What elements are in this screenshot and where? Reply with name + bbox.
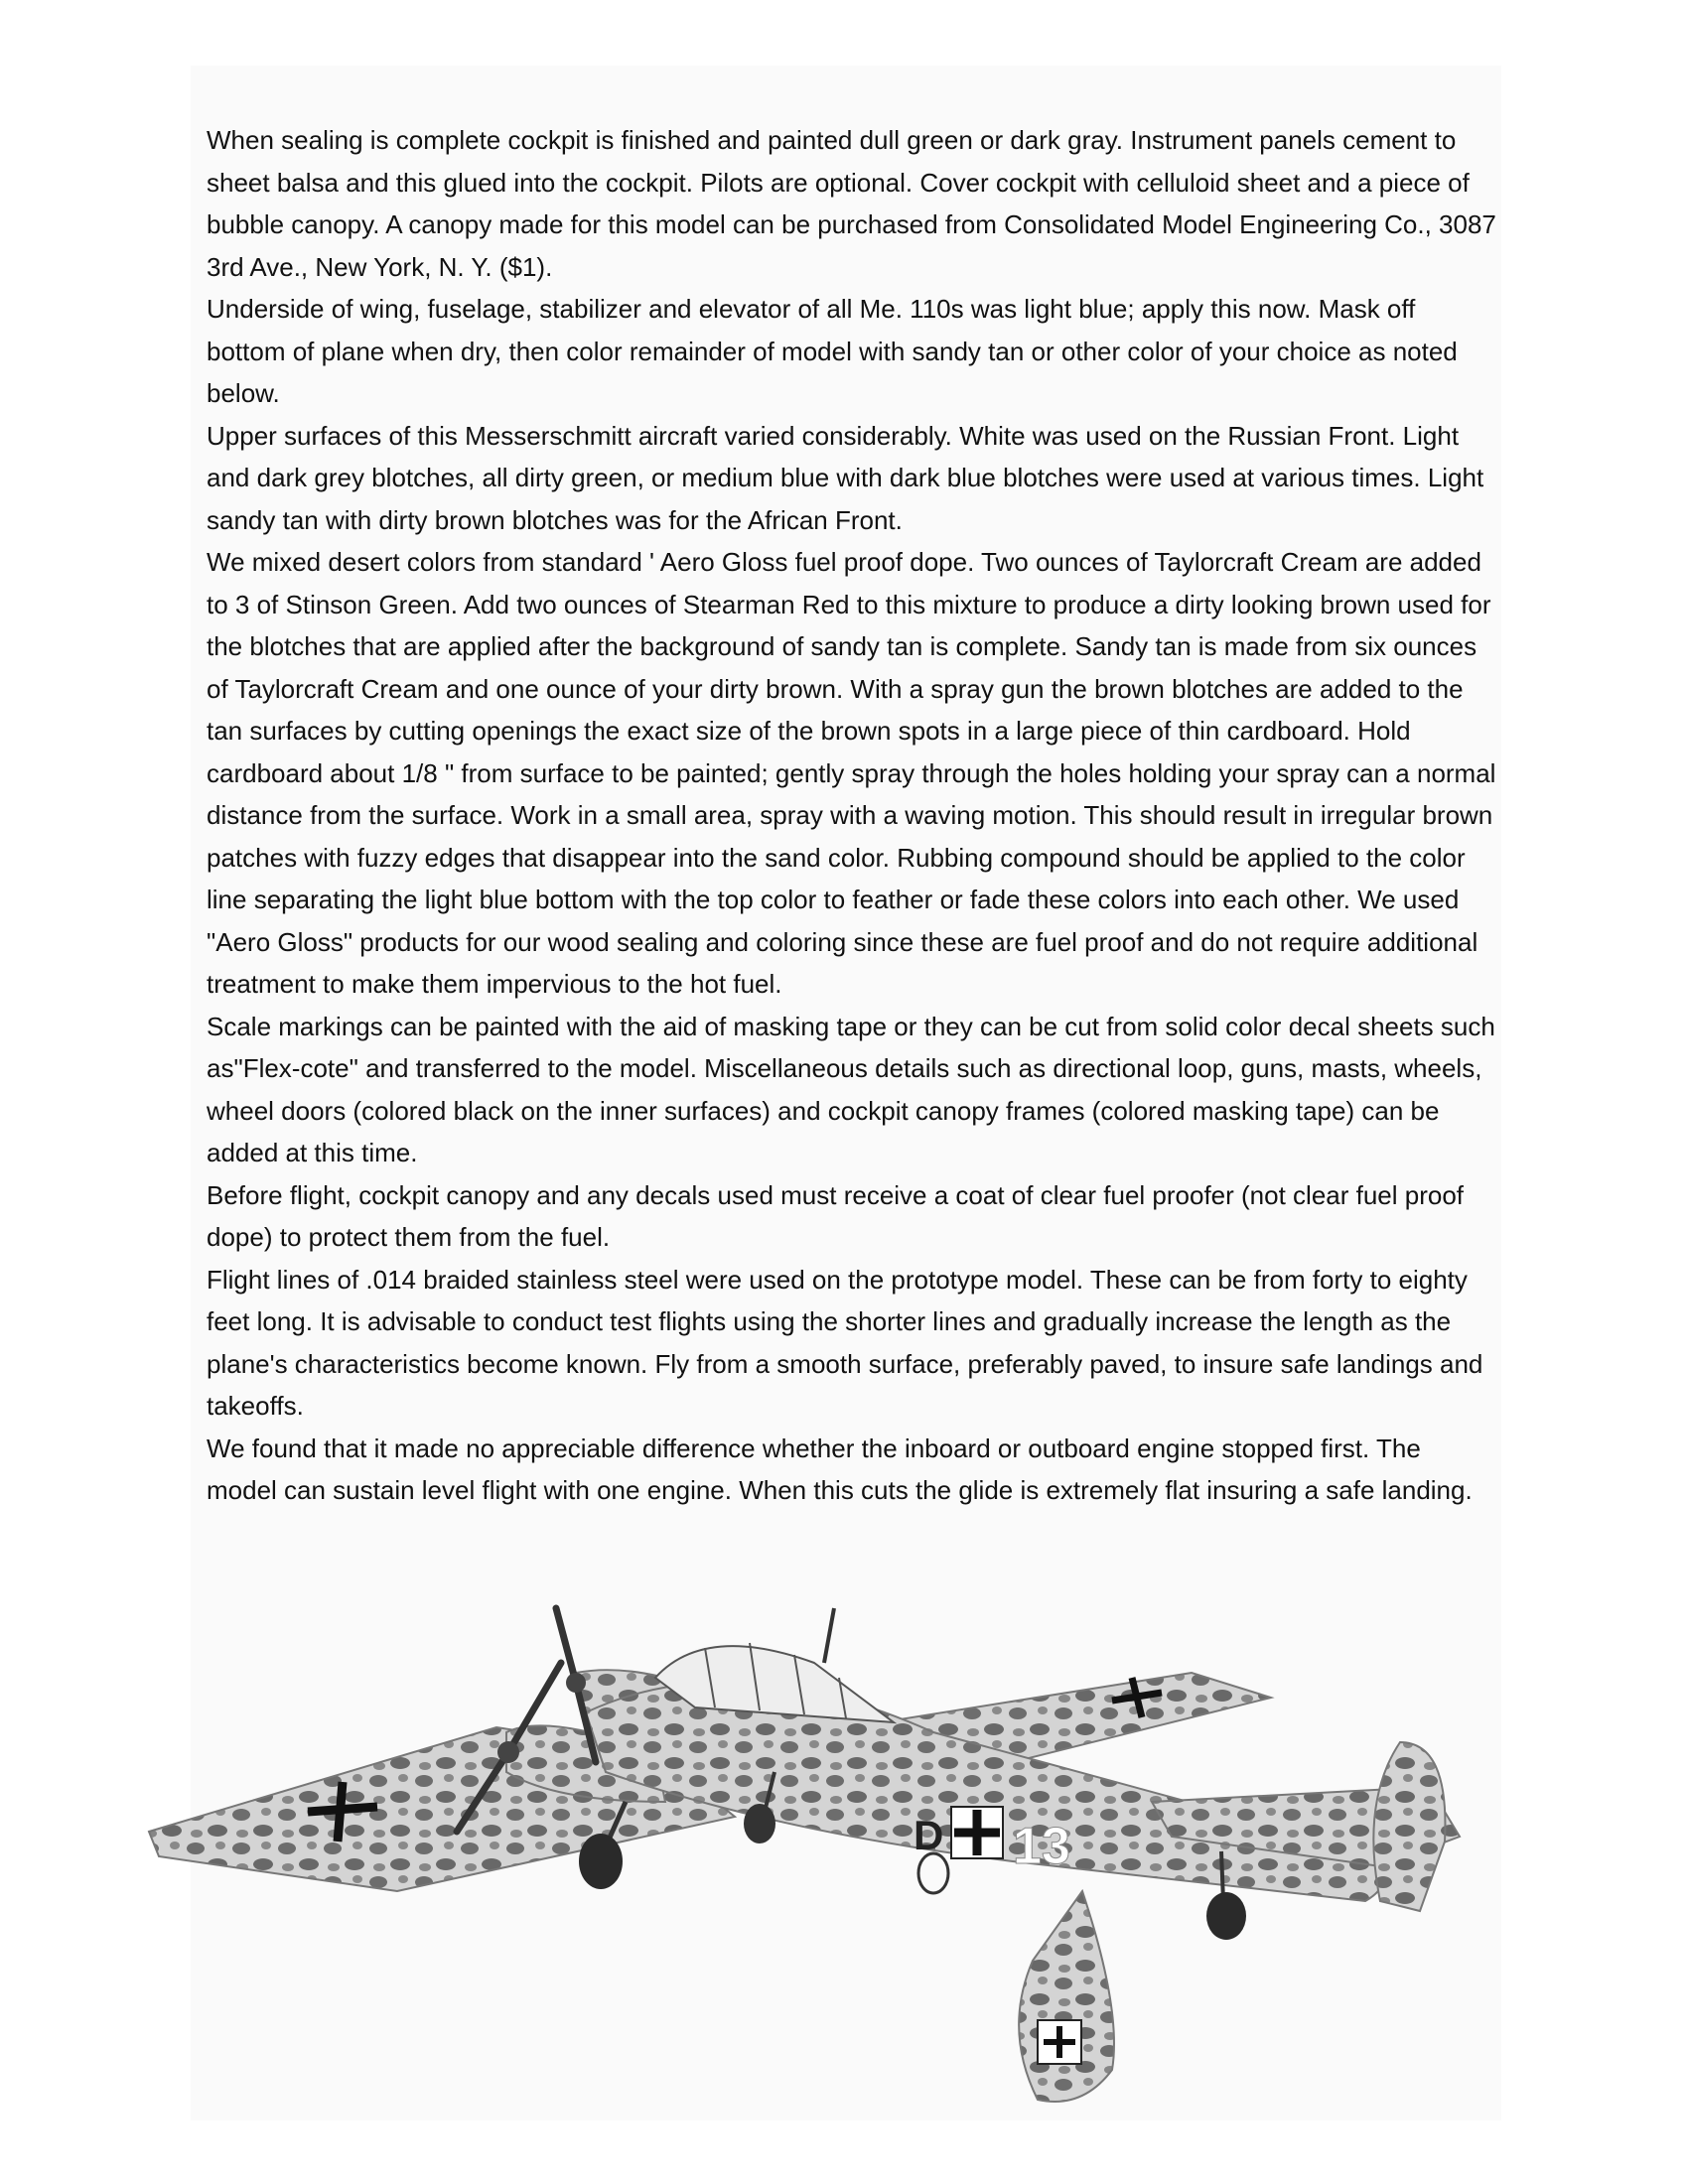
paragraph-engine-out: We found that it made no appreciable difference whether the inboard or outboard engine stopped first. The model can sustain level flight with one engine. When this cuts the glide is extremely flat insuring a safe landing. xyxy=(207,1433,1473,1505)
paragraph-before-flight: Before flight, cockpit canopy and any decals used must receive a coat of clear fuel proofer (not clear fuel proof dope) to protect them from the fuel. xyxy=(207,1179,1465,1252)
near-tail-fin xyxy=(1019,1891,1114,2102)
far-spinner xyxy=(566,1673,586,1693)
far-tail-fin xyxy=(1373,1742,1445,1911)
near-spinner xyxy=(497,1741,519,1763)
paragraph-upper-surfaces: Upper surfaces of this Messerschmitt aircraft varied considerably. White was used on the Russian Front. Light and dark grey blotches, all dirty green, or medium blue with dark blue blotches were used at various times. Light sandy tan with dirty brown blotches was for the African Front. xyxy=(207,420,1484,535)
paragraph-underside-color: Underside of wing, fuselage, stabilizer and elevator of all Me. 110s was light blue; apply this now. Mask off bottom of plane when dry, then color remainder of model with sandy tan or other color of your choice as noted below. xyxy=(207,294,1458,408)
paragraph-scale-markings: Scale markings can be painted with the aid of masking tape or they can be cut from solid color decal sheets such as"Flex-cote" and transferred to the model. Miscellaneous details such as directional loop, guns, masts, wheels, wheel doors (colored black on the inner surfaces) and cockpit canopy frames (colored masking tape) can be added at this time. xyxy=(207,1011,1495,1167)
fuselage-cross xyxy=(951,1807,1003,1858)
article-text xyxy=(207,119,1497,1512)
fuselage-code-letter: D xyxy=(914,1812,944,1858)
antenna-mast xyxy=(824,1608,834,1663)
paragraph-flight-lines: Flight lines of .014 braided stainless steel were used on the prototype model. These can be from forty to eighty feet long. It is advisable to conduct test flights using the shorter lines and gradually increase the length as the plane's characteristics become known. Fly from a smooth surface, preferably paved, to insure safe landings and takeoffs. xyxy=(207,1264,1483,1421)
aircraft-model-photo xyxy=(139,1603,1509,2119)
direction-finder-loop xyxy=(918,1853,948,1893)
fuselage-code-number: 13 xyxy=(1013,1818,1070,1875)
paragraph-cockpit: When sealing is complete cockpit is finished and painted dull green or dark gray. Instrument panels cement to sheet balsa and this glued into the cockpit. Pilots are optional. Cover cockpit with celluloid sheet and a piece of bubble canopy. A canopy made for this model can be purchased from Consolidated Model Engineering Co., 3087 3rd Ave., New York, N. Y. ($1). xyxy=(207,125,1496,282)
paragraph-desert-colors: We mixed desert colors from standard ' Aero Gloss fuel proof dope. Two ounces of Taylorcraft Cream are added to 3 of Stinson Green. Add two ounces of Stearman Red to this mixture to produce a dirty looking brown used for the blotches that are applied after the background of sandy tan is complete. Sandy tan is made from six ounces of Taylorcraft Cream and one ounce of your dirty brown. With a spray gun the brown blotches are added to the tan surfaces by cutting openings the exact size of the brown spots in a large piece of thin cardboard. Hold cardboard about 1/8 " from surface to be painted; gently spray through the holes holding your spray can a normal distance from the surface. Work in a small area, spray with a waving motion. This should result in irregular brown patches with fuzzy edges that disappear into the sand color. Rubbing compound should be applied to the color line separating the light blue bottom with the top color to feather or fade these colors into each other. We used "Aero Gloss" products for our wood sealing and coloring since these are fuel proof and do not require additional treatment to make them impervious to the hot fuel. xyxy=(207,547,1496,999)
